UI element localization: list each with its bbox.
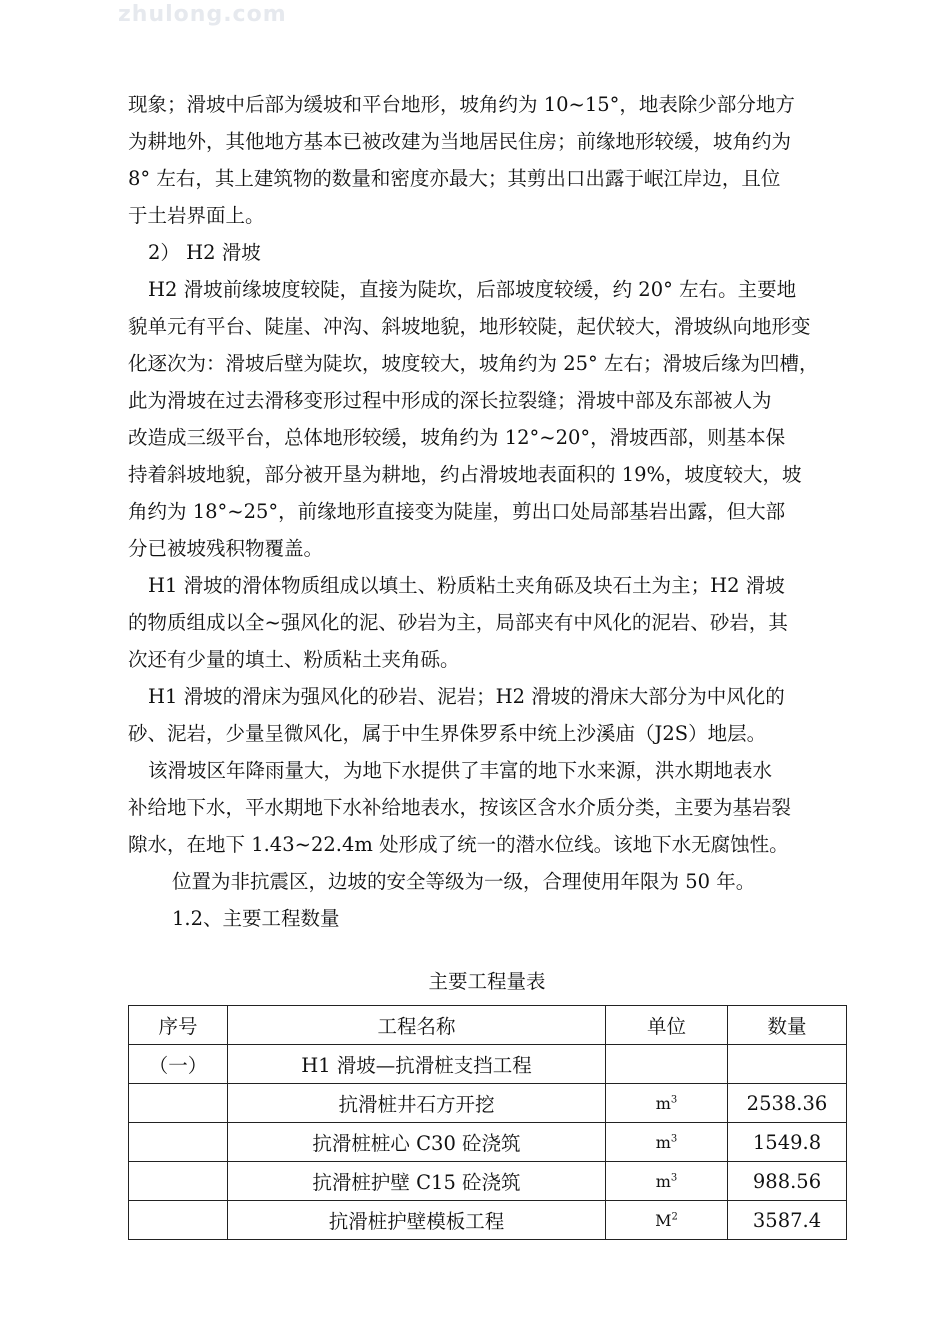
text-line: 持着斜坡地貌，部分被开垦为耕地，约占滑坡地表面积的 19%，坡度较大，坡 xyxy=(128,463,802,486)
text-line: 改造成三级平台，总体地形较缓，坡角约为 12°~20°，滑坡西部，则基本保 xyxy=(128,426,786,449)
header-name: 工程名称 xyxy=(228,1006,606,1045)
table-row xyxy=(129,1201,847,1240)
text-line: 分已被坡残积物覆盖。 xyxy=(128,537,324,560)
quantity-table xyxy=(128,1005,847,1240)
text-line: 砂、泥岩，少量呈微风化，属于中生界侏罗系中统上沙溪庙（J2S）地层。 xyxy=(128,722,767,745)
cell-no xyxy=(129,1123,228,1162)
table-body xyxy=(129,1045,847,1240)
text-line: 为耕地外，其他地方基本已被改建为当地居民住房；前缘地形较缓，坡角约为 xyxy=(128,130,792,153)
text-line: 于土岩界面上。 xyxy=(128,204,265,227)
watermark-logo: zhulong.com xyxy=(118,2,287,27)
cell-name: 抗滑桩护壁 C15 砼浇筑 xyxy=(228,1162,606,1201)
cell-qty xyxy=(728,1045,847,1084)
header-qty: 数量 xyxy=(728,1006,847,1045)
cell-qty: 988.56 xyxy=(728,1162,847,1201)
cell-unit xyxy=(606,1201,728,1240)
unit-exponent: 3 xyxy=(670,1094,678,1106)
unit-base: M xyxy=(655,1210,672,1230)
text-line: 的物质组成以全~强风化的泥、砂岩为主，局部夹有中风化的泥岩、砂岩，其 xyxy=(128,611,788,634)
unit-base: m xyxy=(655,1171,671,1191)
unit-exponent: 3 xyxy=(670,1133,678,1145)
text-line: 角约为 18°~25°，前缘地形直接变为陡崖，剪出口处局部基岩出露，但大部 xyxy=(128,500,786,523)
table-header-row xyxy=(129,1006,847,1045)
cell-qty: 2538.36 xyxy=(728,1084,847,1123)
table-row xyxy=(129,1084,847,1123)
text-line: H1 滑坡的滑床为强风化的砂岩、泥岩；H2 滑坡的滑床大部分为中风化的 xyxy=(148,685,785,708)
body-text xyxy=(128,86,870,937)
text-line: 隙水，在地下 1.43~22.4m 处形成了统一的潜水位线。该地下水无腐蚀性。 xyxy=(128,833,789,856)
text-line: 现象；滑坡中后部为缓坡和平台地形，坡角约为 10~15°，地表除少部分地方 xyxy=(128,93,795,116)
text-line: 8° 左右，其上建筑物的数量和密度亦最大；其剪出口出露于岷江岸边，且位 xyxy=(128,167,781,190)
table-row xyxy=(129,1123,847,1162)
table-row xyxy=(129,1162,847,1201)
text-line: 2） H2 滑坡 xyxy=(148,241,261,264)
header-no: 序号 xyxy=(129,1006,228,1045)
cell-no xyxy=(129,1201,228,1240)
table-row xyxy=(129,1045,847,1084)
text-line: H1 滑坡的滑体物质组成以填土、粉质粘土夹角砾及块石土为主；H2 滑坡 xyxy=(148,574,785,597)
cell-unit xyxy=(606,1162,728,1201)
header-unit: 单位 xyxy=(606,1006,728,1045)
cell-qty: 1549.8 xyxy=(728,1123,847,1162)
unit-exponent: 3 xyxy=(670,1172,678,1184)
text-line: 此为滑坡在过去滑移变形过程中形成的深长拉裂缝；滑坡中部及东部被人为 xyxy=(128,389,772,412)
cell-unit xyxy=(606,1045,728,1084)
text-line: 化逐次为：滑坡后壁为陡坎，坡度较大，坡角约为 25° 左右；滑坡后缘为凹槽， xyxy=(128,352,819,375)
text-line: 补给地下水，平水期地下水补给地表水，按该区含水介质分类，主要为基岩裂 xyxy=(128,796,792,819)
text-line: 位置为非抗震区，边坡的安全等级为一级，合理使用年限为 50 年。 xyxy=(172,870,756,893)
cell-name: 抗滑桩护壁模板工程 xyxy=(228,1201,606,1240)
cell-unit xyxy=(606,1123,728,1162)
cell-no: （一） xyxy=(129,1045,228,1084)
unit-base: m xyxy=(655,1132,671,1152)
text-line: H2 滑坡前缘坡度较陡，直接为陡坎，后部坡度较缓，约 20° 左右。主要地 xyxy=(148,278,797,301)
cell-name: 抗滑桩井石方开挖 xyxy=(228,1084,606,1123)
unit-exponent: 2 xyxy=(671,1211,678,1223)
cell-qty: 3587.4 xyxy=(728,1201,847,1240)
cell-unit xyxy=(606,1084,728,1123)
cell-no xyxy=(129,1084,228,1123)
table-title: 主要工程量表 xyxy=(428,970,546,993)
text-line: 貌单元有平台、陡崖、冲沟、斜坡地貌，地形较陡，起伏较大，滑坡纵向地形变 xyxy=(128,315,811,338)
cell-no xyxy=(129,1162,228,1201)
unit-base: m xyxy=(655,1093,671,1113)
text-line: 1.2、主要工程数量 xyxy=(172,907,340,930)
text-line: 次还有少量的填土、粉质粘土夹角砾。 xyxy=(128,648,460,671)
text-line: 该滑坡区年降雨量大，为地下水提供了丰富的地下水来源，洪水期地表水 xyxy=(148,759,773,782)
cell-name: 抗滑桩桩心 C30 砼浇筑 xyxy=(228,1123,606,1162)
cell-name: H1 滑坡—抗滑桩支挡工程 xyxy=(228,1045,606,1084)
